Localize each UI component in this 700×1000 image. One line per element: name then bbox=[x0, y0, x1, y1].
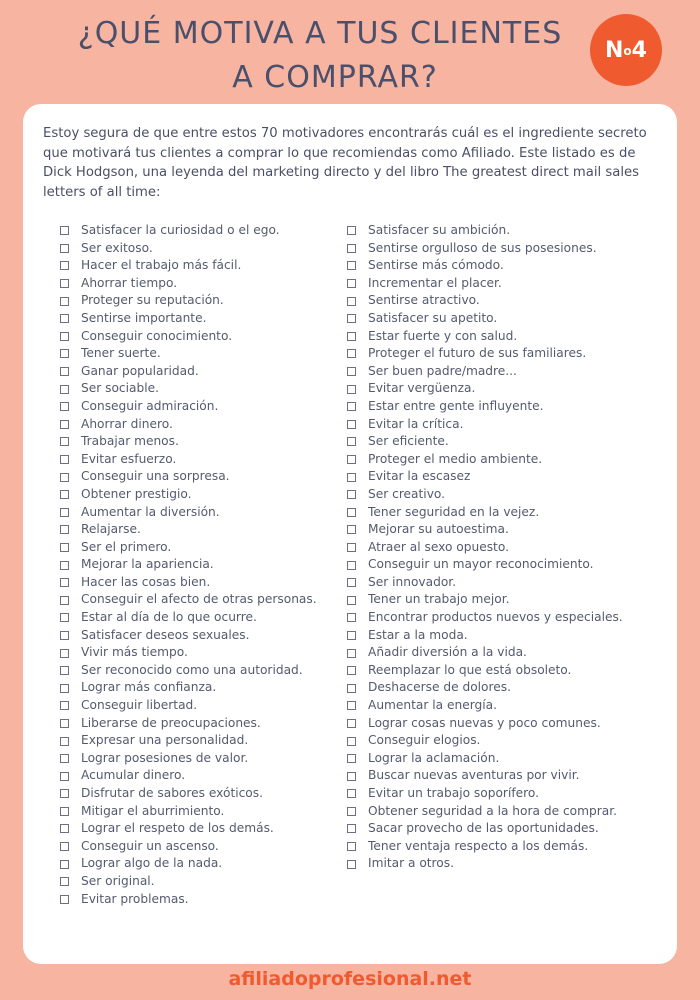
checkbox-icon bbox=[347, 701, 356, 710]
list-item bbox=[60, 873, 350, 891]
checkbox-icon bbox=[347, 596, 356, 605]
list-item bbox=[347, 468, 667, 486]
checkbox-icon bbox=[60, 719, 69, 728]
checkbox-icon bbox=[60, 613, 69, 622]
list-item bbox=[60, 750, 350, 768]
list-item-label: Conseguir una sorpresa. bbox=[81, 469, 230, 484]
list-item-label: Evitar un trabajo soporífero. bbox=[368, 786, 539, 800]
checkbox-icon bbox=[347, 279, 356, 288]
checkbox-icon bbox=[347, 684, 356, 693]
list-item-label: Relajarse. bbox=[81, 522, 141, 537]
list-item-label: Buscar nuevas aventuras por vivir. bbox=[368, 768, 580, 783]
checkbox-icon bbox=[60, 314, 69, 323]
list-item bbox=[347, 451, 667, 469]
checkbox-icon bbox=[60, 437, 69, 446]
list-item-label: Lograr algo de la nada. bbox=[81, 856, 223, 871]
list-item bbox=[347, 363, 667, 381]
list-item-label: Tener un trabajo mejor. bbox=[368, 592, 510, 607]
list-item-label: Vivir más tiempo. bbox=[81, 645, 188, 660]
checkbox-icon bbox=[60, 596, 69, 605]
list-item bbox=[60, 891, 350, 909]
checkbox-icon bbox=[347, 508, 356, 517]
checkbox-icon bbox=[347, 578, 356, 587]
list-item-label: Conseguir un mayor reconocimiento. bbox=[368, 557, 594, 572]
list-item bbox=[60, 715, 350, 733]
list-item-label: Conseguir libertad. bbox=[81, 698, 198, 713]
list-item bbox=[60, 310, 350, 328]
list-item-label: Sentirse importante. bbox=[81, 310, 207, 325]
list-item-label: Encontrar productos nuevos y especiales. bbox=[368, 610, 623, 625]
list-item bbox=[60, 539, 350, 557]
checkbox-icon bbox=[347, 631, 356, 640]
list-item-label: Hacer las cosas bien. bbox=[81, 574, 211, 589]
checkbox-icon bbox=[60, 367, 69, 376]
list-item-label: Mitigar el aburrimiento. bbox=[81, 803, 225, 818]
list-item-label: Evitar vergüenza. bbox=[368, 381, 476, 396]
checkbox-icon bbox=[60, 666, 69, 675]
list-item-label: Reemplazar lo que está obsoleto. bbox=[368, 662, 572, 677]
checkbox-icon bbox=[60, 684, 69, 693]
list-item-label: Estar entre gente influyente. bbox=[368, 398, 544, 413]
list-item-label: Mejorar la apariencia. bbox=[81, 557, 214, 572]
list-item-label: Conseguir conocimiento. bbox=[81, 328, 233, 343]
checkbox-icon bbox=[60, 543, 69, 552]
list-item-label: Estar al día de lo que ocurre. bbox=[81, 610, 257, 625]
list-item-label: Evitar problemas. bbox=[81, 891, 189, 906]
list-item bbox=[347, 627, 667, 645]
list-item bbox=[347, 750, 667, 768]
list-item bbox=[347, 803, 667, 821]
list-item bbox=[60, 820, 350, 838]
list-item bbox=[60, 644, 350, 662]
list-item-label: Lograr posesiones de valor. bbox=[81, 750, 249, 765]
list-item bbox=[347, 697, 667, 715]
checkbox-icon bbox=[60, 402, 69, 411]
checkbox-icon bbox=[60, 473, 69, 482]
list-item bbox=[347, 240, 667, 258]
checkbox-icon bbox=[347, 490, 356, 499]
list-item-label: Ahorrar tiempo. bbox=[81, 275, 178, 290]
list-item-label: Proteger el futuro de sus familiares. bbox=[368, 346, 587, 361]
list-item bbox=[60, 222, 350, 240]
list-item bbox=[60, 785, 350, 803]
checkbox-icon bbox=[60, 754, 69, 763]
checkbox-icon bbox=[60, 631, 69, 640]
checkbox-icon bbox=[60, 877, 69, 886]
list-item bbox=[347, 556, 667, 574]
list-item-label: Lograr cosas nuevas y poco comunes. bbox=[368, 715, 601, 730]
list-item-label: Sacar provecho de las oportunidades. bbox=[368, 821, 599, 836]
checkbox-icon bbox=[60, 349, 69, 358]
list-item bbox=[347, 310, 667, 328]
list-item-label: Conseguir elogios. bbox=[368, 733, 481, 748]
title-line-2: A COMPRAR? bbox=[232, 60, 438, 95]
list-item-label: Satisfacer la curiosidad o el ego. bbox=[81, 223, 280, 237]
checkbox-icon bbox=[60, 737, 69, 746]
list-item bbox=[347, 732, 667, 750]
list-item bbox=[60, 380, 350, 398]
list-item bbox=[347, 222, 667, 240]
checkbox-icon bbox=[347, 420, 356, 429]
list-item-label: Evitar la escasez bbox=[368, 469, 471, 484]
list-item bbox=[60, 627, 350, 645]
list-item bbox=[60, 328, 350, 346]
checkbox-icon bbox=[347, 613, 356, 622]
list-item-label: Satisfacer su ambición. bbox=[368, 223, 511, 237]
motivators-list-right bbox=[347, 222, 667, 873]
list-item bbox=[60, 697, 350, 715]
checkbox-icon bbox=[347, 244, 356, 253]
list-item bbox=[60, 486, 350, 504]
checkbox-icon bbox=[60, 807, 69, 816]
list-item bbox=[60, 838, 350, 856]
checkbox-icon bbox=[60, 578, 69, 587]
list-item bbox=[60, 732, 350, 750]
list-item bbox=[347, 715, 667, 733]
checkbox-icon bbox=[347, 525, 356, 534]
checkbox-icon bbox=[347, 754, 356, 763]
checkbox-icon bbox=[347, 349, 356, 358]
list-item bbox=[347, 275, 667, 293]
list-item-label: Estar a la moda. bbox=[368, 627, 468, 642]
list-item bbox=[347, 679, 667, 697]
list-item-label: Hacer el trabajo más fácil. bbox=[81, 258, 242, 273]
checkbox-icon bbox=[60, 261, 69, 270]
checkbox-icon bbox=[60, 420, 69, 429]
list-item bbox=[347, 504, 667, 522]
checkbox-icon bbox=[347, 807, 356, 816]
list-item-label: Satisfacer deseos sexuales. bbox=[81, 627, 250, 642]
list-item-label: Tener suerte. bbox=[81, 346, 161, 361]
list-item-label: Aumentar la diversión. bbox=[81, 504, 220, 519]
list-item bbox=[347, 486, 667, 504]
list-item bbox=[60, 556, 350, 574]
checkbox-icon bbox=[60, 385, 69, 394]
list-item bbox=[347, 644, 667, 662]
page-title bbox=[0, 12, 640, 100]
list-item-label: Lograr más confianza. bbox=[81, 680, 217, 695]
list-item bbox=[60, 521, 350, 539]
list-item bbox=[347, 767, 667, 785]
checkbox-icon bbox=[347, 473, 356, 482]
checkbox-icon bbox=[347, 455, 356, 464]
list-item bbox=[60, 468, 350, 486]
checkbox-icon bbox=[347, 226, 356, 235]
checkbox-icon bbox=[60, 279, 69, 288]
list-item bbox=[347, 838, 667, 856]
checkbox-icon bbox=[347, 297, 356, 306]
checkbox-icon bbox=[347, 772, 356, 781]
list-item bbox=[347, 292, 667, 310]
list-item-label: Sentirse más cómodo. bbox=[368, 258, 504, 273]
list-item bbox=[60, 433, 350, 451]
checkbox-icon bbox=[347, 666, 356, 675]
checkbox-icon bbox=[60, 860, 69, 869]
list-item bbox=[60, 451, 350, 469]
list-item-label: Satisfacer su apetito. bbox=[368, 310, 498, 325]
badge-number: 4 bbox=[631, 37, 647, 63]
checkbox-icon bbox=[60, 525, 69, 534]
intro-paragraph: Estoy segura de que entre estos 70 motivadores encontrarás cuál es el ingrediente secreto que motivará tus clientes a comprar lo que recomiendas como Afiliado. Este listado es de Dick Hodgson, una leyenda del marketing directo y del libro The greatest direct mail sales letters of all time: bbox=[43, 126, 647, 200]
list-item-label: Ganar popularidad. bbox=[81, 363, 199, 378]
list-item-label: Añadir diversión a la vida. bbox=[368, 645, 527, 660]
checkbox-icon bbox=[347, 737, 356, 746]
list-item-label: Ser innovador. bbox=[368, 574, 457, 589]
checkbox-icon bbox=[60, 895, 69, 904]
list-item-label: Acumular dinero. bbox=[81, 768, 186, 783]
checkbox-icon bbox=[60, 490, 69, 499]
list-item bbox=[347, 574, 667, 592]
list-item-label: Imitar a otros. bbox=[368, 856, 454, 871]
list-item bbox=[60, 609, 350, 627]
checkbox-icon bbox=[347, 332, 356, 341]
checkbox-icon bbox=[60, 561, 69, 570]
checkbox-icon bbox=[347, 824, 356, 833]
list-item bbox=[60, 416, 350, 434]
list-item bbox=[347, 345, 667, 363]
checkbox-icon bbox=[347, 402, 356, 411]
list-item bbox=[347, 539, 667, 557]
list-item-label: Conseguir el afecto de otras personas. bbox=[81, 592, 317, 607]
list-item bbox=[60, 679, 350, 697]
list-item-label: Tener seguridad en la vejez. bbox=[368, 504, 540, 519]
list-item-label: Mejorar su autoestima. bbox=[368, 522, 509, 537]
number-badge bbox=[590, 14, 662, 86]
list-item-label: Proteger el medio ambiente. bbox=[368, 451, 543, 466]
list-item bbox=[347, 591, 667, 609]
badge-superscript: o bbox=[623, 44, 632, 58]
checkbox-icon bbox=[60, 455, 69, 464]
list-item-label: Expresar una personalidad. bbox=[81, 733, 249, 748]
checkbox-icon bbox=[347, 543, 356, 552]
list-item-label: Obtener prestigio. bbox=[81, 486, 192, 501]
checkbox-icon bbox=[60, 226, 69, 235]
list-item bbox=[347, 380, 667, 398]
list-item-label: Conseguir un ascenso. bbox=[81, 838, 219, 853]
checkbox-icon bbox=[60, 772, 69, 781]
list-item bbox=[347, 609, 667, 627]
title-line-1: ¿QUÉ MOTIVA A TUS CLIENTES bbox=[77, 16, 563, 51]
list-item bbox=[60, 398, 350, 416]
list-item-label: Incrementar el placer. bbox=[368, 275, 502, 290]
checkbox-icon bbox=[347, 314, 356, 323]
checkbox-icon bbox=[60, 701, 69, 710]
list-item bbox=[60, 257, 350, 275]
list-item bbox=[60, 591, 350, 609]
list-item-label: Proteger su reputación. bbox=[81, 293, 224, 308]
checkbox-icon bbox=[347, 719, 356, 728]
content-card bbox=[23, 104, 677, 964]
list-item bbox=[60, 504, 350, 522]
checkbox-icon bbox=[347, 261, 356, 270]
list-item-label: Trabajar menos. bbox=[81, 434, 179, 449]
list-item bbox=[347, 398, 667, 416]
checkbox-icon bbox=[347, 860, 356, 869]
list-item-label: Lograr el respeto de los demás. bbox=[81, 821, 274, 836]
list-item bbox=[60, 803, 350, 821]
list-item bbox=[347, 820, 667, 838]
list-item-label: Liberarse de preocupaciones. bbox=[81, 715, 261, 730]
list-item-label: Lograr la aclamación. bbox=[368, 750, 500, 765]
list-item bbox=[60, 275, 350, 293]
list-item bbox=[347, 257, 667, 275]
checkbox-icon bbox=[347, 561, 356, 570]
checkbox-icon bbox=[347, 789, 356, 798]
list-item bbox=[60, 240, 350, 258]
list-item bbox=[60, 767, 350, 785]
list-item-label: Ser exitoso. bbox=[81, 240, 153, 255]
list-item-label: Estar fuerte y con salud. bbox=[368, 328, 518, 343]
checkbox-icon bbox=[347, 367, 356, 376]
checkbox-icon bbox=[60, 297, 69, 306]
checkbox-icon bbox=[60, 649, 69, 658]
list-item-label: Tener ventaja respecto a los demás. bbox=[368, 838, 589, 853]
list-item-label: Ser el primero. bbox=[81, 539, 172, 554]
list-item-label: Aumentar la energía. bbox=[368, 698, 497, 713]
checkbox-icon bbox=[347, 842, 356, 851]
checkbox-icon bbox=[347, 649, 356, 658]
list-item-label: Sentirse atractivo. bbox=[368, 293, 480, 308]
list-item-label: Ahorrar dinero. bbox=[81, 416, 173, 431]
list-item-label: Deshacerse de dolores. bbox=[368, 680, 511, 695]
list-item bbox=[347, 662, 667, 680]
list-item bbox=[347, 521, 667, 539]
checkbox-icon bbox=[60, 789, 69, 798]
checkbox-icon bbox=[60, 332, 69, 341]
list-item-label: Disfrutar de sabores exóticos. bbox=[81, 786, 263, 800]
list-item-label: Ser eficiente. bbox=[368, 434, 449, 449]
list-item bbox=[347, 328, 667, 346]
list-item bbox=[347, 433, 667, 451]
checkbox-icon bbox=[60, 842, 69, 851]
list-item bbox=[347, 785, 667, 803]
footer-website: afiliadoprofesional.net bbox=[228, 968, 472, 990]
list-item-label: Obtener seguridad a la hora de comprar. bbox=[368, 803, 617, 818]
checkbox-icon bbox=[347, 385, 356, 394]
checkbox-icon bbox=[347, 437, 356, 446]
list-item bbox=[60, 345, 350, 363]
list-item bbox=[347, 416, 667, 434]
checkbox-icon bbox=[60, 508, 69, 517]
list-item bbox=[60, 292, 350, 310]
list-item-label: Ser creativo. bbox=[368, 486, 446, 501]
list-item bbox=[60, 855, 350, 873]
list-item-label: Ser reconocido como una autoridad. bbox=[81, 662, 303, 677]
checkbox-icon bbox=[60, 244, 69, 253]
list-item-label: Evitar esfuerzo. bbox=[81, 451, 177, 466]
list-item-label: Ser sociable. bbox=[81, 381, 159, 396]
list-item-label: Evitar la crítica. bbox=[368, 416, 464, 431]
list-item-label: Sentirse orgulloso de sus posesiones. bbox=[368, 240, 597, 255]
list-item bbox=[60, 363, 350, 381]
list-item bbox=[60, 574, 350, 592]
checkbox-icon bbox=[60, 824, 69, 833]
list-item-label: Atraer al sexo opuesto. bbox=[368, 539, 509, 554]
motivators-list-left bbox=[60, 222, 350, 908]
list-item bbox=[347, 855, 667, 873]
badge-letter: N bbox=[605, 37, 624, 63]
list-item-label: Ser buen padre/madre... bbox=[368, 363, 517, 378]
list-item bbox=[60, 662, 350, 680]
list-item-label: Ser original. bbox=[81, 873, 155, 888]
list-item-label: Conseguir admiración. bbox=[81, 398, 219, 413]
